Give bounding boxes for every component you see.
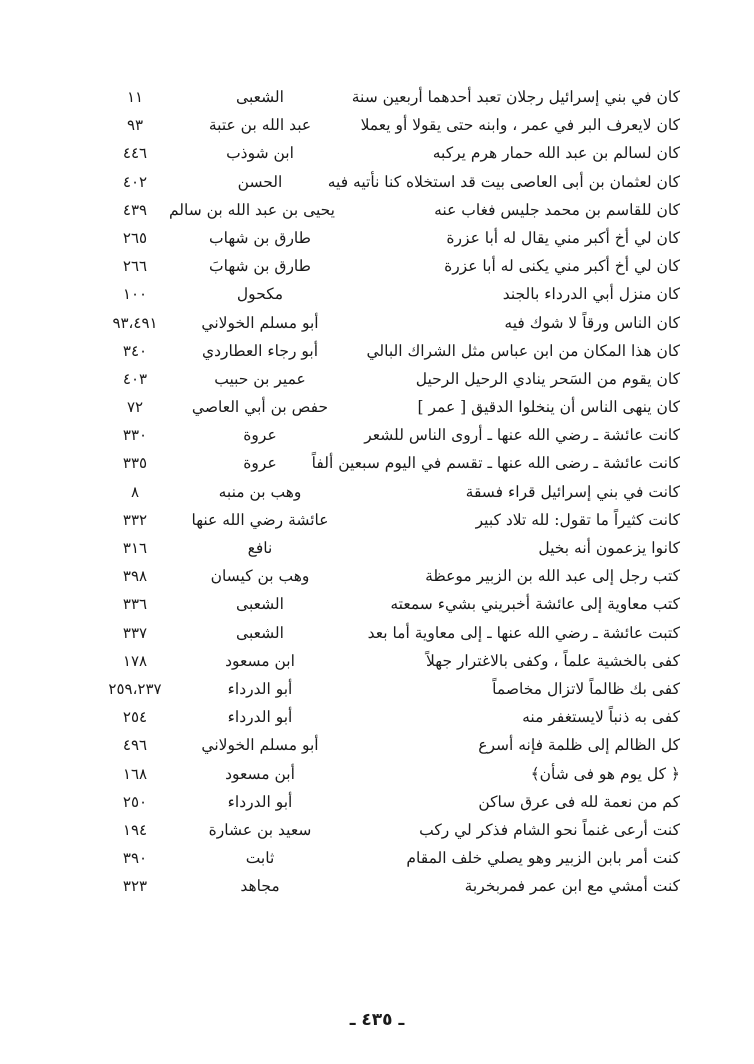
index-row [90, 506, 680, 534]
index-row [90, 139, 680, 167]
index-row [90, 111, 680, 139]
narrator-name: وهب بن كيسان [210, 567, 310, 586]
quote-text: كنت أرعى غنماً نحو الشام فذكر لي ركب [419, 820, 680, 839]
quote-text: كانت في بني إسرائيل قراء فسقة [465, 482, 680, 501]
quote-text: كانوا يزعمون أنه بخيل [538, 539, 680, 557]
page-reference: ٤٠٣ [122, 369, 148, 388]
quote-text: كنت أمر بابن الزبير وهو يصلي خلف المقام [406, 849, 680, 868]
quote-text: كان لعثمان بن أبى العاصى بيت قد استخلاه كنا نأتيه فيه [327, 172, 680, 191]
page-reference: ٢٦٦ [122, 257, 148, 276]
index-table [90, 83, 680, 900]
page-number: ـ ٤٣٥ ـ [349, 1010, 405, 1030]
page-reference: ١١ [126, 88, 144, 106]
quote-text: كان لايعرف البر في عمر ، وابنه حتى يقولا أو يعملا [360, 116, 680, 135]
page-reference: ٣٩٠ [122, 849, 148, 868]
quote-text: كانت عائشة ـ رضي الله عنها ـ أروى الناس للشعر [364, 426, 680, 445]
narrator-name: أبو الدرداء [227, 679, 293, 698]
page-reference: ٤٤٦ [122, 144, 148, 163]
narrator-name: مجاهد [240, 877, 280, 896]
quote-text: كتب معاوية إلى عائشة أخبريني بشيء سمعته [390, 595, 680, 614]
quote-text: كل الظالم إلى ظلمة فإنه أسرع [478, 736, 680, 755]
quote-text: كانت كثيراً ما تقول: لله تلاد كبير [475, 510, 680, 529]
quote-text: كان منزل أبي الدرداء بالجند [502, 285, 680, 304]
index-row [90, 703, 680, 731]
index-row [90, 83, 680, 111]
narrator-name: طارق بن شهابَ [209, 257, 311, 276]
narrator-name: أبو الدرداء [227, 708, 293, 727]
index-row [90, 168, 680, 196]
quote-text: كان لسالم بن عبد الله حمار هرم يركبه [432, 144, 680, 163]
page-reference: ٨ [130, 482, 140, 501]
index-row [90, 816, 680, 844]
quote-text: كان لي أخ أكبر مني يقال له أبا عزرة [446, 228, 680, 247]
index-row [90, 562, 680, 590]
page-reference: ٣٣٢ [122, 510, 148, 529]
index-row [90, 280, 680, 308]
quote-text: ﴿ كل يوم هو فى شأن﴾ [530, 764, 680, 783]
index-row [90, 788, 680, 816]
narrator-name: عروة [243, 454, 277, 473]
narrator-name: الشعبى [236, 88, 284, 106]
page-reference: ٣٣٦ [122, 595, 148, 614]
quote-text: كان هذا المكان من ابن عباس مثل الشراك البالي [366, 341, 680, 360]
quote-text: كتب رجل إلى عبد الله بن الزبير موعظة [425, 567, 680, 586]
page-reference: ٤٩٦ [122, 736, 148, 755]
narrator-name: سعيد بن عشارة [208, 820, 312, 839]
index-row [90, 844, 680, 872]
page-reference: ١٦٨ [122, 764, 148, 783]
narrator-name: الشعبى [236, 595, 284, 614]
quote-text: كان يقوم من السَحر ينادي الرحيل الرحيل [415, 369, 680, 388]
page-reference: ٣٣٠ [122, 426, 148, 445]
index-row [90, 196, 680, 224]
page-reference: ٤٣٩ [122, 200, 148, 219]
narrator-name: حفص بن أبي العاصي [191, 398, 329, 417]
index-row [90, 224, 680, 252]
narrator-name: يحيى بن عبد الله بن سالم [168, 200, 335, 219]
narrator-name: نافع [247, 539, 273, 557]
quote-text: كانت عائشة ـ رضى الله عنها ـ تقسم في اليوم سبعين ألفاً [311, 454, 680, 473]
narrator-name: عروة [243, 426, 277, 445]
narrator-name: أبو الدرداء [227, 792, 293, 811]
quote-text: كان ينهى الناس أن ينخلوا الدقيق [ عمر ] [417, 398, 680, 417]
narrator-name: طارق بن شهاب [209, 228, 311, 247]
page-reference: ٣٣٥ [122, 454, 148, 473]
index-row [90, 760, 680, 788]
page-reference: ٩٣،٤٩١ [112, 313, 158, 332]
index-row [90, 393, 680, 421]
page-reference: ٣١٦ [122, 539, 148, 557]
narrator-name: الشعبى [236, 623, 284, 642]
narrator-name: ابن مسعود [225, 651, 295, 670]
index-row [90, 872, 680, 900]
narrator-name: أبو رجاء العطاردي [201, 341, 319, 360]
narrator-name: أبن مسعود [225, 764, 295, 783]
narrator-name: أبو مسلم الخولاني [201, 313, 319, 332]
page-reference: ٣٣٧ [122, 623, 148, 642]
index-row [90, 421, 680, 449]
index-row [90, 731, 680, 759]
page-reference: ٣٢٣ [122, 877, 148, 896]
page-reference: ٩٣ [126, 116, 144, 135]
page-reference: ٣٩٨ [122, 567, 148, 586]
page-reference: ٢٥٠ [122, 792, 148, 811]
index-row [90, 675, 680, 703]
quote-text: كم من نعمة لله فى عرق ساكن [478, 792, 680, 811]
narrator-name: وهب بن منبه [218, 482, 302, 501]
page-reference: ١٩٤ [122, 820, 148, 839]
narrator-name: عائشة رضي الله عنها [191, 510, 329, 529]
page-reference: ٢٥٤ [122, 708, 148, 727]
narrator-name: عمير بن حبيب [214, 369, 306, 388]
narrator-name: ثابت [245, 849, 275, 868]
quote-text: كفى بك ظالماً لاتزال مخاصماً [492, 679, 680, 698]
quote-text: كان الناس ورقاً لا شوك فيه [504, 313, 680, 332]
index-row [90, 619, 680, 647]
index-row [90, 309, 680, 337]
quote-text: كنت أمشي مع ابن عمر فمربخربة [464, 877, 680, 896]
quote-text: كفى به ذنباً لايستغفر منه [522, 708, 680, 727]
quote-text: كان لي أخ أكبر مني يكنى له أبا عزرة [444, 257, 680, 276]
quote-text: كتبت عائشة ـ رضي الله عنها ـ إلى معاوية أما بعد [367, 623, 680, 642]
quote-text: كان في بني إسرائيل رجلان تعبد أحدهما أربعين سنة [351, 88, 680, 106]
index-row [90, 365, 680, 393]
page-reference: ٢٥٩،٢٣٧ [108, 679, 162, 698]
page-reference: ١٠٠ [122, 285, 148, 304]
index-row [90, 534, 680, 562]
page-reference: ٤٠٢ [122, 172, 148, 191]
page-reference: ١٧٨ [122, 651, 148, 670]
index-row [90, 337, 680, 365]
narrator-name: أبو مسلم الخولاني [201, 736, 319, 755]
index-row [90, 590, 680, 618]
index-row [90, 478, 680, 506]
narrator-name: عبد الله بن عتبة [208, 116, 312, 135]
index-row [90, 449, 680, 477]
quote-text: كفى بالخشية علماً ، وكفى بالاغترار جهلاً [426, 651, 680, 670]
index-row [90, 647, 680, 675]
quote-text: كان للقاسم بن محمد جليس فغاب عنه [434, 200, 680, 219]
index-row [90, 252, 680, 280]
narrator-name: الحسن [237, 172, 283, 191]
page-reference: ٧٢ [126, 398, 144, 417]
narrator-name: ابن شوذب [226, 144, 294, 163]
page-reference: ٣٤٠ [122, 341, 148, 360]
narrator-name: مكحول [236, 285, 284, 304]
page-reference: ٢٦٥ [122, 228, 148, 247]
